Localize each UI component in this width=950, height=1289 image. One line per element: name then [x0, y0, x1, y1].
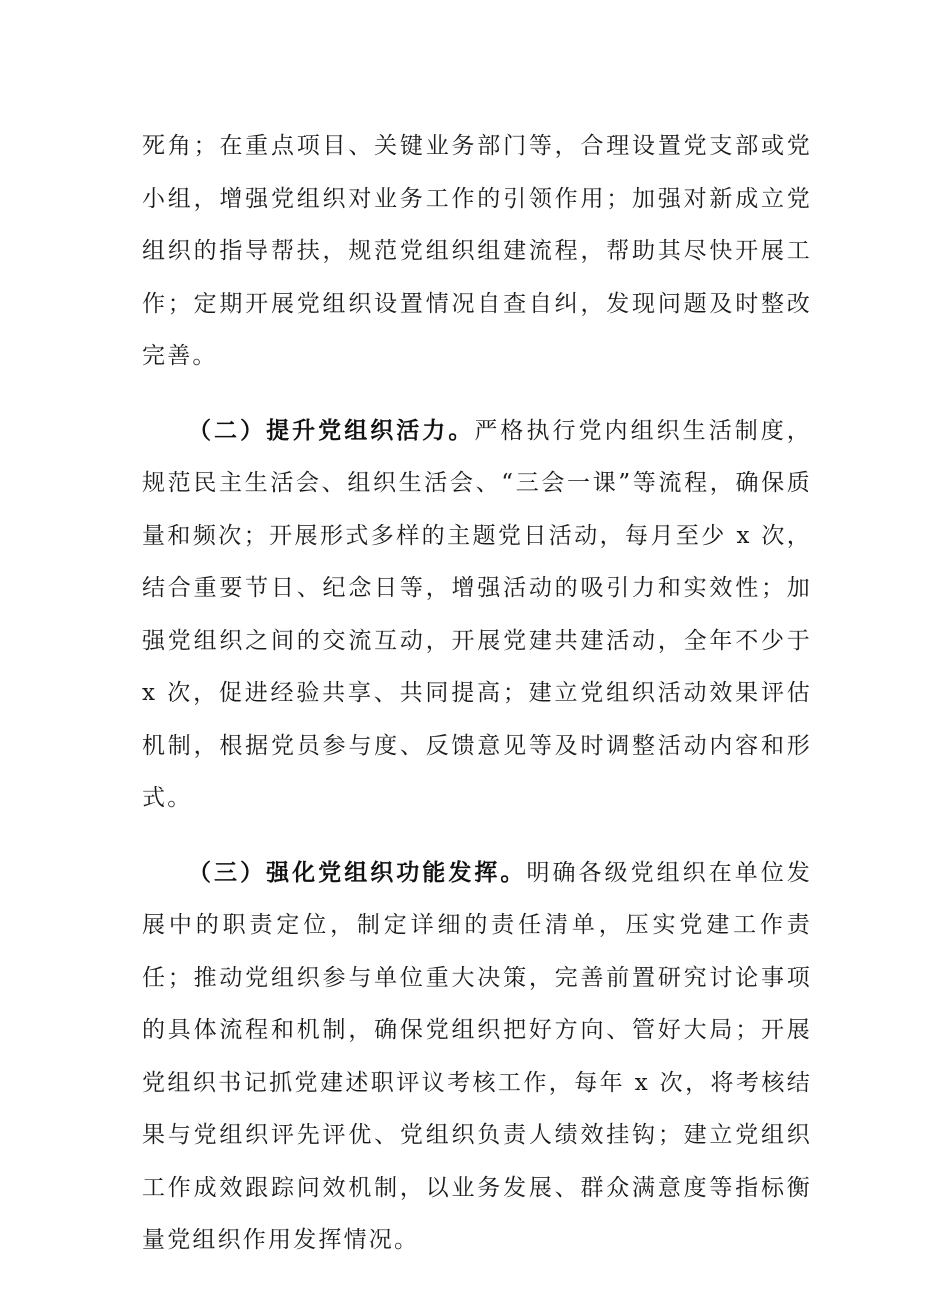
section-heading: （二）提升党组织活力。 [188, 417, 475, 444]
paragraph-body: 死角；在重点项目、关键业务部门等，合理设置党支部或党小组，增强党组织对业务工作的引领作用；加强对新成立党组织的指导帮扶，规范党组织组建流程，帮助其尽快开展工作；定期开展党组织设置情况自查自纠，发现问题及时整改完善。 [142, 133, 812, 369]
section-heading: （三）强化党组织功能发挥。 [188, 859, 527, 886]
paragraph-continued [142, 120, 812, 383]
paragraph-body: 明确各级党组织在单位发展中的职责定位，制定详细的责任清单，压实党建工作责任；推动党组织参与单位重大决策，完善前置研究讨论事项的具体流程和机制，确保党组织把好方向、管好大局；开展党组织书记抓党建述职评议考核工作，每年 x 次，将考核结果与党组织评先评优、党组织负责人绩效挂钩；建立党组织工作成效跟踪问效机制，以业务发展、群众满意度等指标衡量党组织作用发挥情况。 [142, 859, 812, 1253]
document-page [142, 120, 812, 1289]
paragraph-section-2 [142, 405, 812, 825]
paragraph-body: 严格执行党内组织生活制度，规范民主生活会、组织生活会、“三会一课”等流程，确保质量和频次；开展形式多样的主题党日活动，每月至少 x 次，结合重要节日、纪念日等，增强活动的吸引力和实效性；加强党组织之间的交流互动，开展党建共建活动，全年不少于 x 次，促进经验共享、共同提高；建立党组织活动效果评估机制，根据党员参与度、反馈意见等及时调整活动内容和形式。 [142, 417, 813, 811]
paragraph-section-3 [142, 847, 812, 1267]
